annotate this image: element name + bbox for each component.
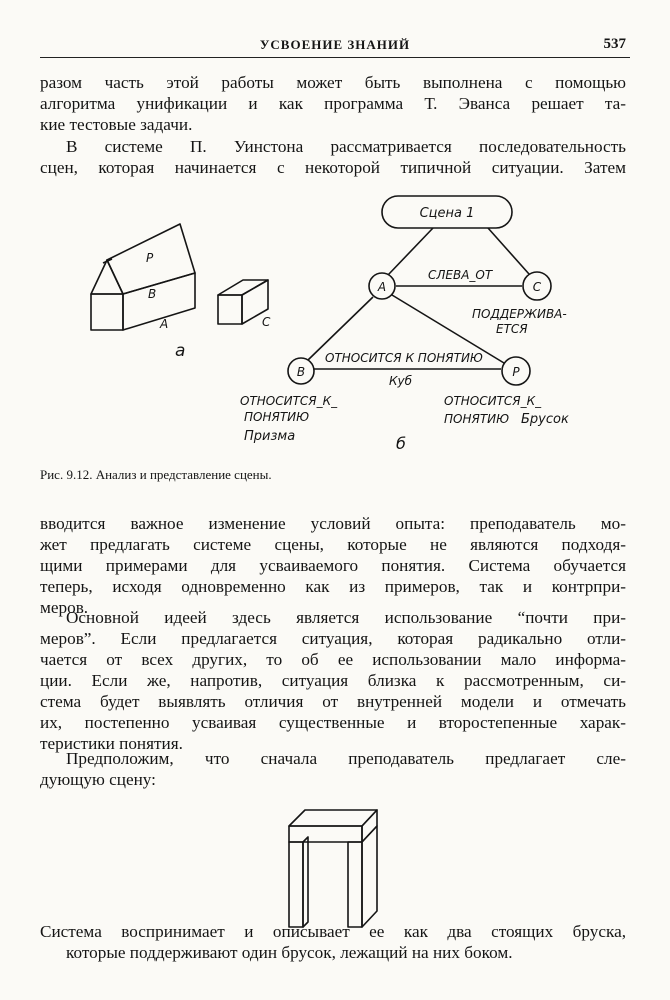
p-relation-line-2: ПОНЯТИЮ xyxy=(444,412,510,426)
p-relation-value: Брусок xyxy=(521,412,569,427)
edge-label-concept: ОТНОСИТСЯ К ПОНЯТИЮ xyxy=(325,351,483,365)
b-relation-value: Призма xyxy=(244,429,296,444)
paragraph-5 xyxy=(40,748,626,790)
b-relation-line-1: ОТНОСИТСЯ_К_ xyxy=(240,394,338,408)
text-line: меров. xyxy=(40,598,89,617)
text-line: щими примерами для усваиваемого понятия. Система обучается xyxy=(40,556,626,575)
root-node-label: Сцена 1 xyxy=(419,206,475,221)
page-number: 537 xyxy=(603,36,626,52)
text-line: Система воспринимает и описывает ее как два стоящих бруска, xyxy=(40,922,626,941)
node-c-label: C xyxy=(532,280,542,294)
text-line: меров”. Если предлагается ситуация, которая радикально отли- xyxy=(40,629,626,648)
p-relation-line-1: ОТНОСИТСЯ_К_ xyxy=(444,394,542,408)
node-a-label: A xyxy=(377,280,387,294)
text-line: разом часть этой работы может быть выполнена с помощью xyxy=(40,73,626,92)
text-line: алгоритма унификации и как программа Т. Эванса решает та- xyxy=(40,94,626,113)
text-line: теристики понятия. xyxy=(40,734,183,753)
edge-label-supported-1: ПОДДЕРЖИВА- xyxy=(472,307,567,321)
paragraph-4 xyxy=(40,607,626,754)
edge-label-cube: Куб xyxy=(389,374,413,388)
edge-label-supported-2: ЕТСЯ xyxy=(496,322,528,336)
text-line: кие тестовые задачи. xyxy=(40,115,193,134)
text-line: Предположим, что сначала преподаватель предлагает сле- xyxy=(66,749,626,768)
text-line: В системе П. Уинстона рассматривается последовательность xyxy=(66,137,626,156)
text-line: чается от всех других, то об ее использовании мало информа- xyxy=(40,650,626,669)
label-a: A xyxy=(160,317,169,331)
label-c: C xyxy=(262,315,271,329)
text-line: дующую сцену: xyxy=(40,770,156,789)
text-line: стема будет выявлять отличия от внутренней модели и отмечать xyxy=(40,692,626,711)
text-line: Основной идеей здесь является использование “почти при- xyxy=(66,608,626,627)
prism-block-drawing xyxy=(91,224,195,330)
label-p: P xyxy=(146,251,154,265)
text-line: вводится важное изменение условий опыта: преподаватель мо- xyxy=(40,514,626,533)
text-line: которые поддерживают один брусок, лежащий на них боком. xyxy=(66,943,513,962)
text-line: жет предлагать системе сцены, которые не являются подходя- xyxy=(40,535,626,554)
paragraph-3 xyxy=(40,513,626,618)
edge-label-left-of: СЛЕВА_ОТ xyxy=(428,268,493,282)
panel-label-a: а xyxy=(175,341,186,361)
running-head: УСВОЕНИЕ ЗНАНИЙ xyxy=(259,37,411,52)
panel-label-b: б xyxy=(396,434,406,453)
label-b: B xyxy=(148,287,157,301)
text-line: их, постепенно усваивая существенные и второстепенные харак- xyxy=(40,713,626,732)
table-scene-drawing xyxy=(289,810,377,927)
text-line: ции. Если же, напротив, ситуация близка к рассмотренным, си- xyxy=(40,671,626,690)
node-p-label: P xyxy=(512,365,520,379)
b-relation-line-2: ПОНЯТИЮ xyxy=(244,410,310,424)
cube-drawing xyxy=(218,280,268,324)
paragraph-6 xyxy=(40,921,626,963)
text-line: сцен, которая начинается с некоторой типичной ситуации. Затем xyxy=(40,158,626,177)
figure-caption: Рис. 9.12. Анализ и представление сцены. xyxy=(40,467,272,482)
text-line: теперь, исходя одновременно как из примеров, так и контрпри- xyxy=(40,577,626,596)
node-b-label: B xyxy=(296,365,306,379)
